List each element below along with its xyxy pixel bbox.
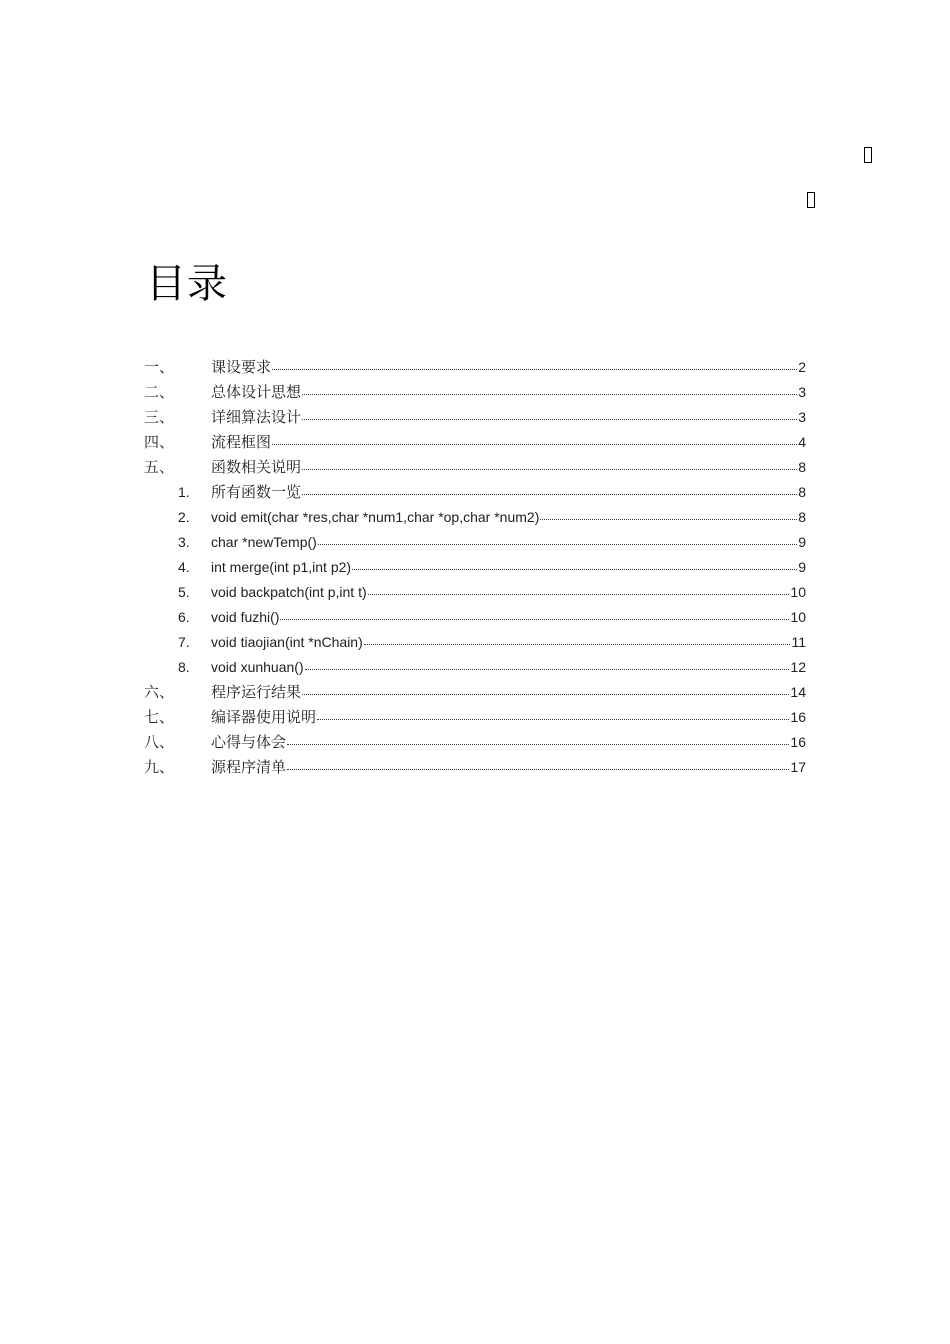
toc-dot-leader <box>302 493 797 495</box>
toc-entry-title[interactable]: 所有函数一览 <box>211 483 302 501</box>
missing-glyph-icon <box>807 192 815 208</box>
toc-entry-body <box>211 433 806 452</box>
toc-entry-title[interactable]: 课设要求 <box>211 358 272 376</box>
toc-entry-page-number: 9 <box>798 534 806 550</box>
toc-entry-number: 7. <box>178 634 190 650</box>
toc-entry[interactable] <box>144 530 806 555</box>
toc-entry-page-number: 8 <box>798 459 806 475</box>
toc-entry-title[interactable]: 函数相关说明 <box>211 458 302 476</box>
toc-entry-page-number: 3 <box>798 409 806 425</box>
toc-entry[interactable] <box>144 455 806 480</box>
toc-dot-leader <box>302 468 797 470</box>
toc-dot-leader <box>364 643 791 645</box>
toc-entry-body <box>211 758 806 777</box>
toc-entry-title[interactable]: void xunhuan() <box>211 659 304 675</box>
toc-entry-number: 2. <box>178 509 190 525</box>
toc-entry-title[interactable]: void emit(char *res,char *num1,char *op,char *num2) <box>211 509 540 525</box>
toc-entry-body <box>211 608 806 627</box>
toc-entry-body <box>211 383 806 402</box>
toc-entry[interactable] <box>144 630 806 655</box>
toc-entry[interactable] <box>144 555 806 580</box>
toc-entry-number: 8. <box>178 659 190 675</box>
toc-dot-leader <box>540 518 797 520</box>
missing-glyph-icon <box>864 147 872 163</box>
table-of-contents <box>144 355 806 780</box>
toc-entry-page-number: 16 <box>790 709 806 725</box>
toc-entry-body <box>211 683 806 702</box>
toc-entry-title[interactable]: int merge(int p1,int p2) <box>211 559 352 575</box>
toc-entry-body <box>211 558 806 577</box>
toc-entry-title[interactable]: void fuzhi() <box>211 609 280 625</box>
toc-entry-page-number: 9 <box>798 559 806 575</box>
toc-entry-body <box>211 633 806 652</box>
toc-entry-body <box>211 733 806 752</box>
toc-entry-body <box>211 708 806 727</box>
toc-entry-page-number: 10 <box>790 609 806 625</box>
toc-entry-number: 九、 <box>144 758 175 776</box>
toc-entry-page-number: 8 <box>798 484 806 500</box>
toc-dot-leader <box>287 743 789 745</box>
toc-entry-title[interactable]: 编译器使用说明 <box>211 708 317 726</box>
toc-entry-page-number: 8 <box>798 509 806 525</box>
toc-entry-title[interactable]: void backpatch(int p,int t) <box>211 584 367 600</box>
toc-entry-body <box>211 408 806 427</box>
toc-entry[interactable] <box>144 355 806 380</box>
toc-entry-page-number: 10 <box>790 584 806 600</box>
toc-entry-page-number: 12 <box>790 659 806 675</box>
toc-dot-leader <box>318 543 797 545</box>
toc-entry-number: 二、 <box>144 383 175 401</box>
toc-entry-body <box>211 483 806 502</box>
toc-entry-number: 一、 <box>144 358 175 376</box>
toc-entry-number: 4. <box>178 559 190 575</box>
toc-entry-page-number: 17 <box>790 759 806 775</box>
toc-dot-leader <box>280 618 789 620</box>
toc-entry[interactable] <box>144 480 806 505</box>
toc-entry-title[interactable]: 详细算法设计 <box>211 408 302 426</box>
toc-entry-title[interactable]: 流程框图 <box>211 433 272 451</box>
toc-entry-number: 四、 <box>144 433 175 451</box>
toc-entry-number: 1. <box>178 484 190 500</box>
toc-entry[interactable] <box>144 380 806 405</box>
toc-entry-number: 3. <box>178 534 190 550</box>
toc-dot-leader <box>368 593 790 595</box>
toc-entry-title[interactable]: 程序运行结果 <box>211 683 302 701</box>
toc-entry-number: 三、 <box>144 408 175 426</box>
toc-entry-number: 6. <box>178 609 190 625</box>
toc-dot-leader <box>272 368 797 370</box>
toc-entry[interactable] <box>144 605 806 630</box>
toc-entry-number: 八、 <box>144 733 175 751</box>
toc-entry[interactable] <box>144 730 806 755</box>
toc-entry[interactable] <box>144 405 806 430</box>
toc-entry[interactable] <box>144 705 806 730</box>
toc-entry[interactable] <box>144 755 806 780</box>
toc-dot-leader <box>302 393 797 395</box>
toc-entry[interactable] <box>144 430 806 455</box>
toc-dot-leader <box>302 418 797 420</box>
toc-dot-leader <box>317 718 789 720</box>
toc-entry-number: 5. <box>178 584 190 600</box>
toc-entry-body <box>211 583 806 602</box>
toc-entry-page-number: 14 <box>790 684 806 700</box>
toc-entry-body <box>211 508 806 527</box>
toc-entry[interactable] <box>144 680 806 705</box>
toc-entry-title[interactable]: 心得与体会 <box>211 733 287 751</box>
toc-entry-body <box>211 533 806 552</box>
toc-title: 目录 <box>146 261 228 307</box>
toc-dot-leader <box>352 568 797 570</box>
toc-entry-number: 五、 <box>144 458 175 476</box>
toc-dot-leader <box>305 668 790 670</box>
toc-dot-leader <box>287 768 789 770</box>
toc-dot-leader <box>302 693 789 695</box>
toc-entry-number: 六、 <box>144 683 175 701</box>
toc-entry-number: 七、 <box>144 708 175 726</box>
toc-entry-page-number: 4 <box>798 434 806 450</box>
toc-entry[interactable] <box>144 505 806 530</box>
toc-entry[interactable] <box>144 580 806 605</box>
toc-entry-title[interactable]: 源程序清单 <box>211 758 287 776</box>
toc-entry-page-number: 3 <box>798 384 806 400</box>
toc-entry-title[interactable]: 总体设计思想 <box>211 383 302 401</box>
toc-entry-body <box>211 458 806 477</box>
toc-entry-title[interactable]: void tiaojian(int *nChain) <box>211 634 363 650</box>
toc-entry-page-number: 16 <box>790 734 806 750</box>
toc-dot-leader <box>272 443 797 445</box>
toc-entry-page-number: 2 <box>798 359 806 375</box>
toc-entry-body <box>211 358 806 377</box>
toc-entry[interactable] <box>144 655 806 680</box>
toc-entry-title[interactable]: char *newTemp() <box>211 534 317 550</box>
toc-entry-body <box>211 658 806 677</box>
toc-entry-page-number: 11 <box>791 634 806 650</box>
